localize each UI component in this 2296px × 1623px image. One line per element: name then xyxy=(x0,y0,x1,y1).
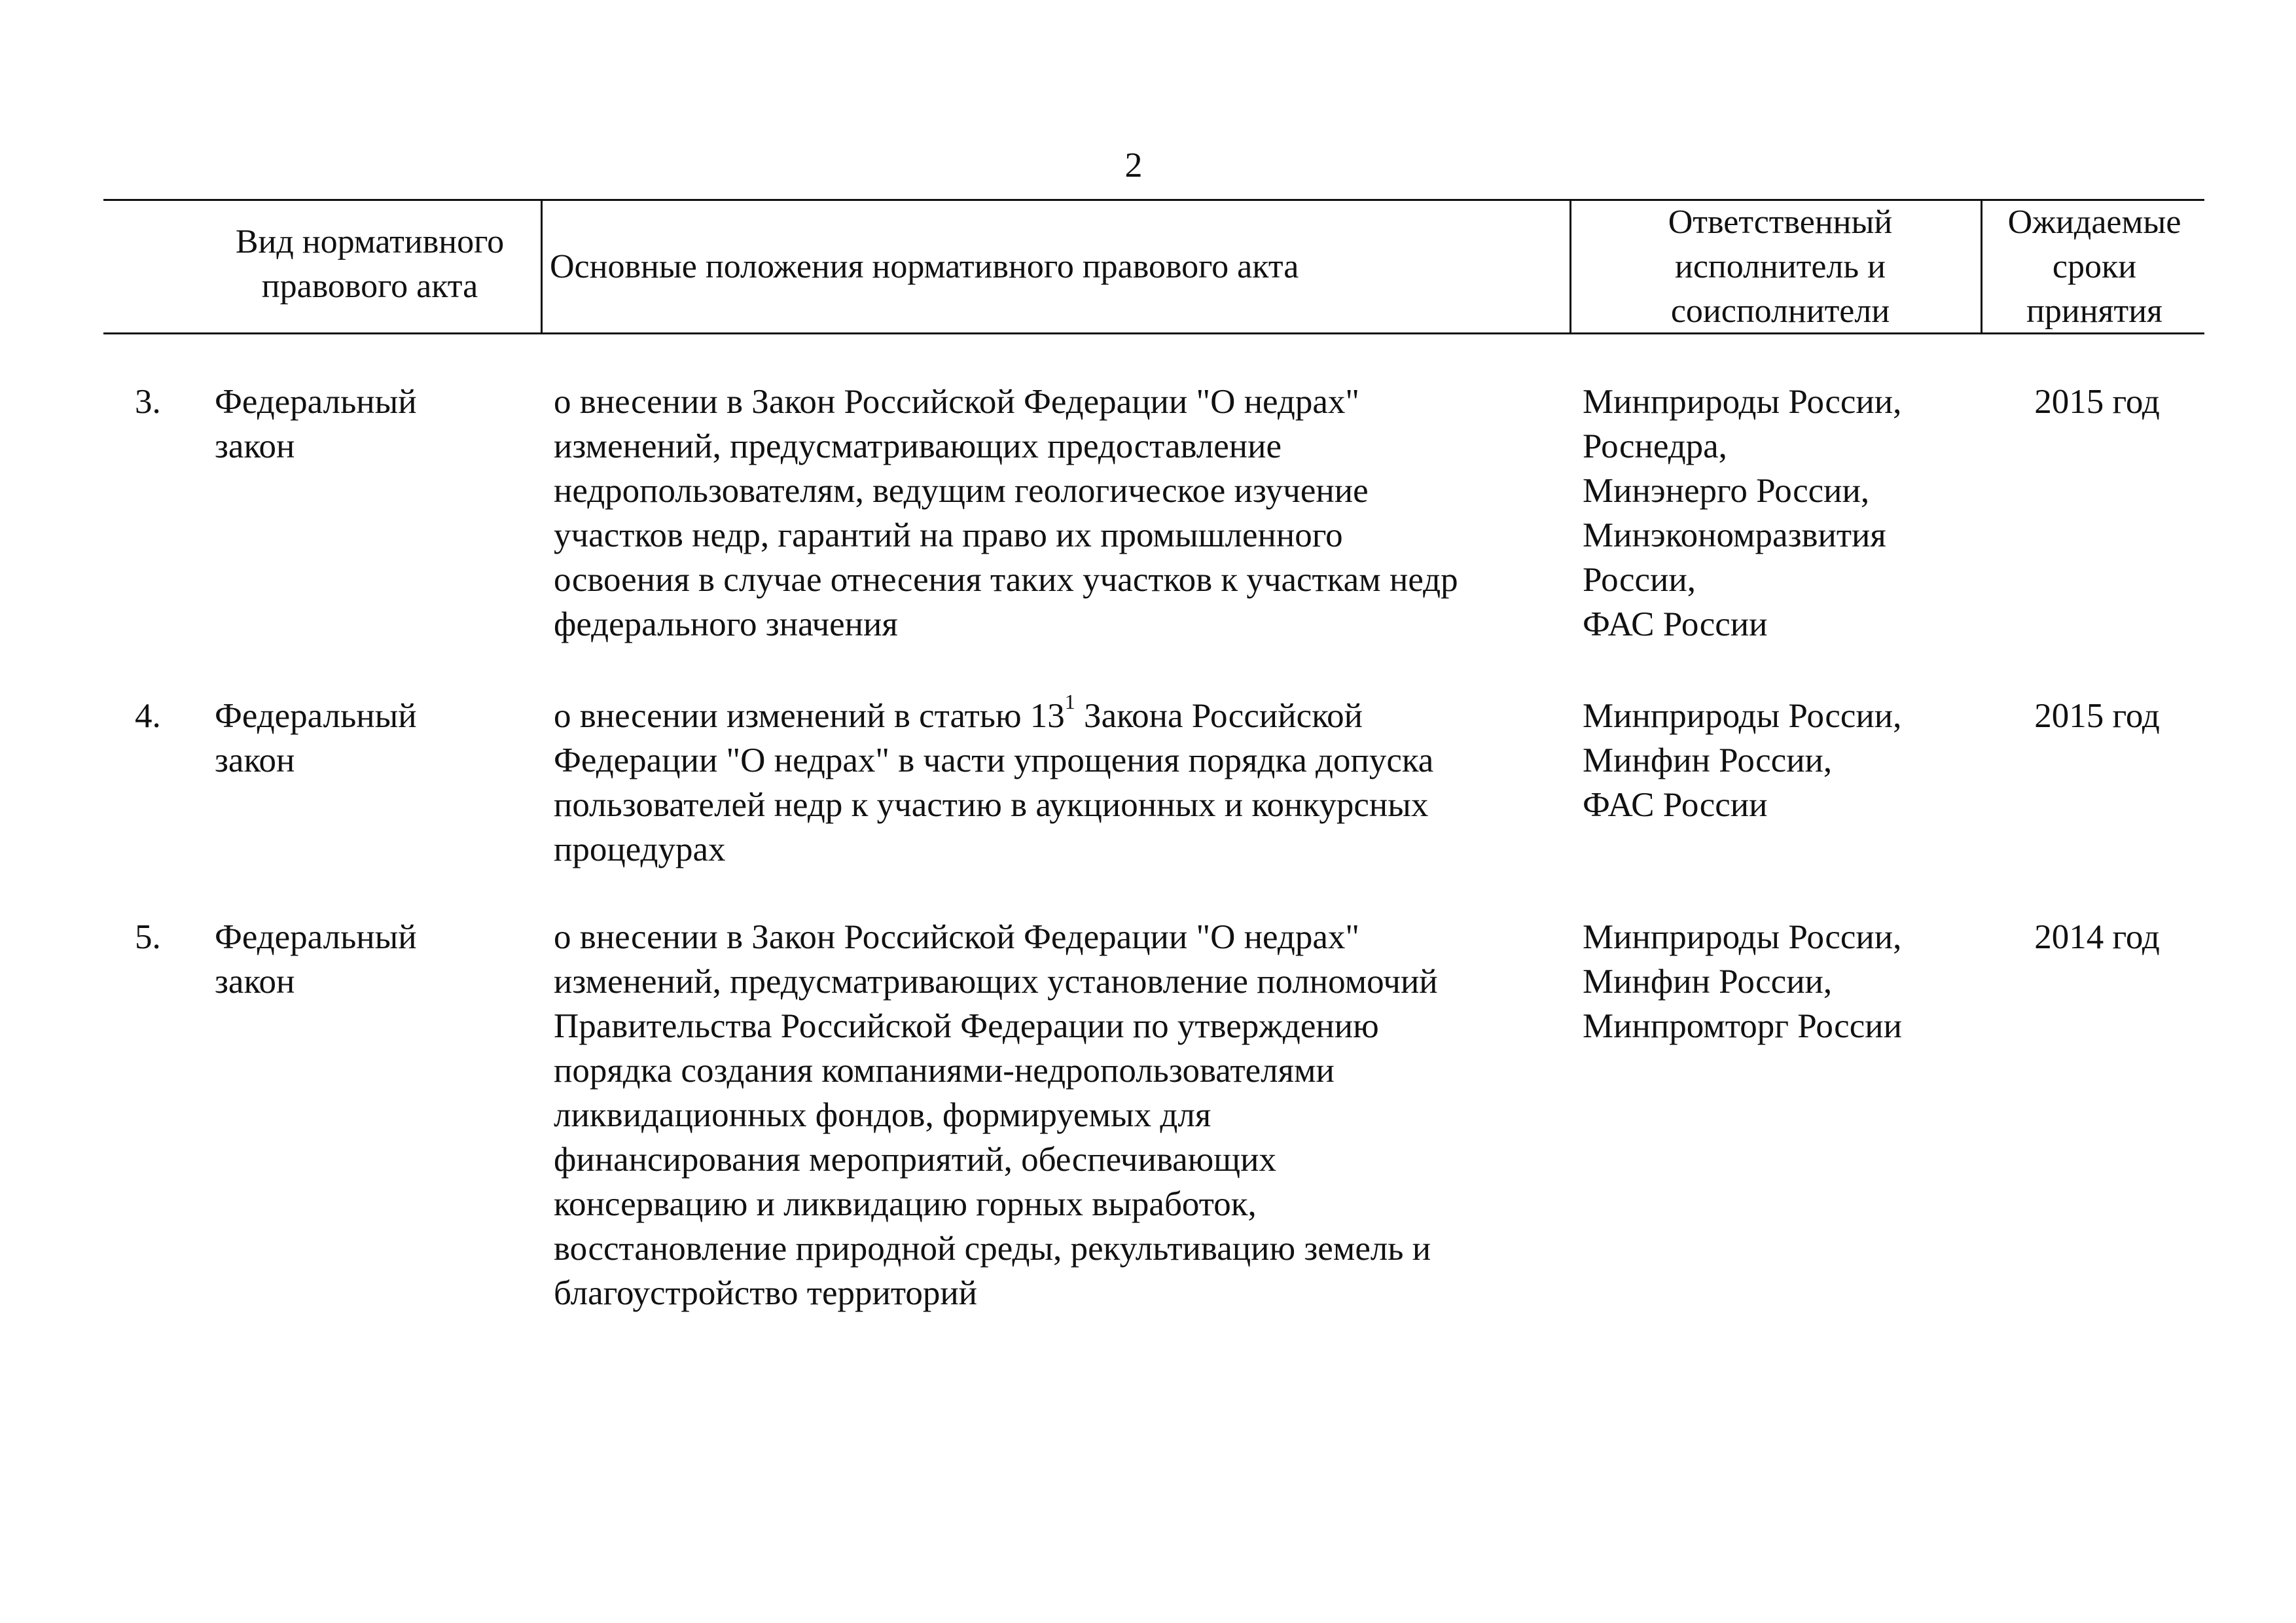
header-bottom-rule xyxy=(103,332,2204,334)
header-type: Вид нормативного правового акта xyxy=(235,223,505,305)
row-responsible: Минприроды России, Минфин России, ФАС России xyxy=(1583,697,1902,824)
row-provisions: о внесении в Закон Российской Федерации "О недрах" изменений, предусматривающих предоставление недропользователям, ведущим геологическое изучение участков недр, гарантий на право их промышленного освоения в случае отнесения таких участков к участкам недр федерального значения xyxy=(554,383,1458,643)
article-superscript: 1 xyxy=(1064,690,1075,713)
row-provisions: о внесении в Закон Российской Федерации "О недрах" изменений, предусматривающих установление полномочий Правительства Российской Федерации по утверждению порядка создания компаниями-недропользователями ликвидационных фондов, формируемых для финансирования мероприятий, обеспечивающих консервацию и ликвидацию горных выработок, восстановление природной среды, рекультивацию земель и благоустройство территорий xyxy=(554,918,1438,1312)
header-provisions: Основные положения нормативного правового акта xyxy=(550,248,1299,285)
row-term: 2015 год xyxy=(2034,383,2160,421)
provisions-text-start: о внесении изменений в статью 13 xyxy=(554,697,1065,735)
row-number: 3. xyxy=(135,383,161,421)
row-term: 2015 год xyxy=(2034,697,2160,735)
row-responsible: Минприроды России, Роснедра, Минэнерго России, Минэкономразвития России, ФАС России xyxy=(1583,383,1902,643)
row-responsible: Минприроды России, Минфин России, Минпромторг России xyxy=(1583,918,1902,1045)
page-number: 2 xyxy=(1124,145,1143,185)
row-provisions xyxy=(554,690,1575,872)
row-number: 4. xyxy=(135,697,161,735)
row-act-type: Федеральный закон xyxy=(215,383,417,465)
row-act-type: Федеральный закон xyxy=(215,697,417,779)
row-number: 5. xyxy=(135,918,161,956)
header-term: Ожидаемые сроки принятия xyxy=(2007,204,2181,330)
header-responsible: Ответственный исполнитель и соисполнители xyxy=(1668,204,1893,330)
provisions-text-rest: Закона Российской Федерации "О недрах" в части упрощения порядка допуска пользователей недр к участию в аукционных и конкурсных процедурах xyxy=(554,697,1434,868)
row-term: 2014 год xyxy=(2034,918,2160,956)
row-act-type: Федеральный закон xyxy=(215,918,417,1001)
